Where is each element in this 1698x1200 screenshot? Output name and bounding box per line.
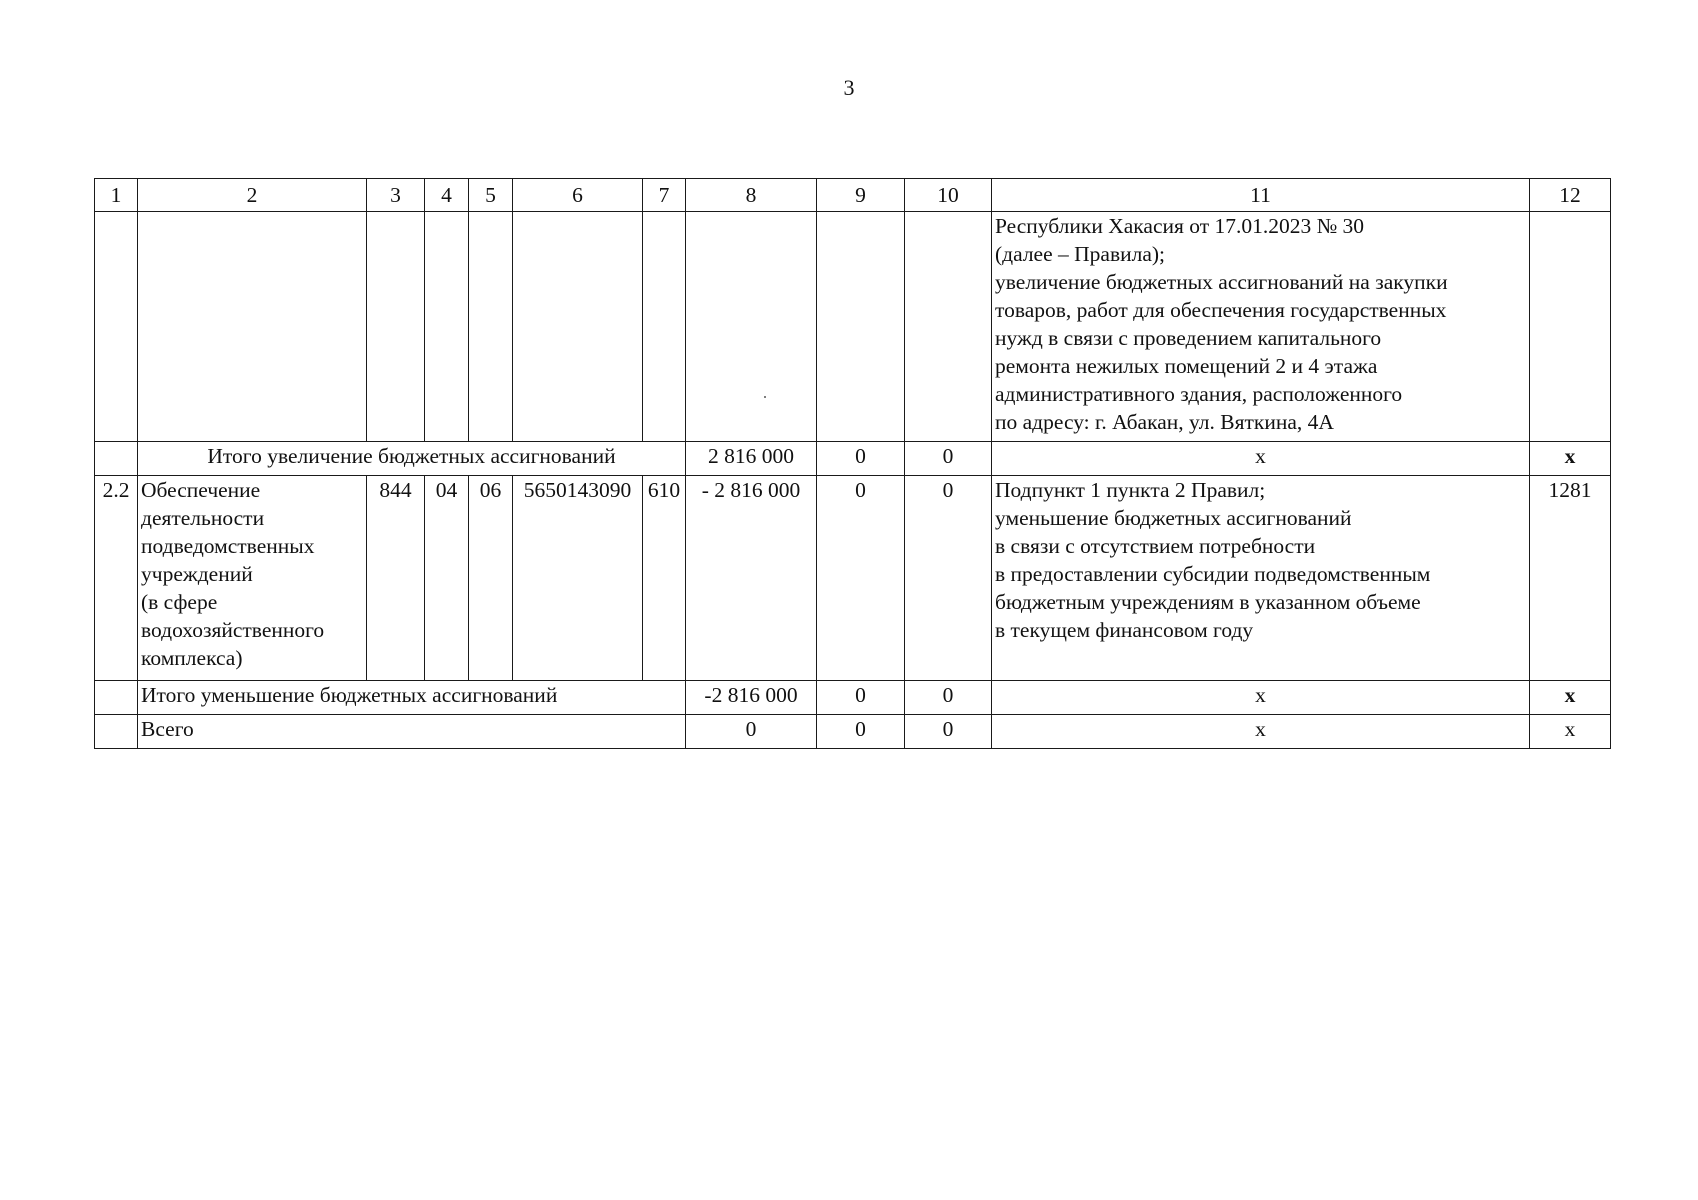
header-cell-8: 8 (686, 179, 817, 212)
row-col7: 610 (643, 476, 686, 681)
header-cell-11: 11 (992, 179, 1530, 212)
empty-cell (95, 715, 138, 749)
row-col5: 06 (469, 476, 513, 681)
row-col12: 1281 (1530, 476, 1611, 681)
row-col3: 844 (367, 476, 425, 681)
row-col8: - 2 816 000 (686, 476, 817, 681)
row-justification: Подпункт 1 пункта 2 Правил; уменьшение бюджетных ассигнований в связи с отсутствием потребности в предоставлении субсидии подведомственным бюджетным учреждениям в указанном объеме в текущем финансовом году (992, 476, 1530, 681)
header-cell-3: 3 (367, 179, 425, 212)
total-increase-col8: 2 816 000 (686, 442, 817, 476)
empty-cell (643, 212, 686, 442)
row-col10: 0 (905, 476, 992, 681)
page-number: 3 (843, 75, 855, 100)
total-decrease-col11: x (992, 681, 1530, 715)
empty-cell (425, 212, 469, 442)
justification-text: Республики Хакасия от 17.01.2023 № 30 (далее – Правила); увеличение бюджетных ассигнований на закупки товаров, работ для обеспечения государственных нужд в связи с проведением капитального ремонта нежилых помещений 2 и 4 этажа административного здания, расположенного по адресу: г. Абакан, ул. Вяткина, 4А (992, 212, 1530, 442)
grand-total-label: Всего (138, 715, 686, 749)
empty-cell (138, 212, 367, 442)
total-increase-row (95, 442, 1611, 476)
total-decrease-col12: x (1530, 681, 1611, 715)
grand-total-col11: x (992, 715, 1530, 749)
continuation-row (95, 212, 1611, 442)
row-number: 2.2 (95, 476, 138, 681)
total-decrease-row (95, 681, 1611, 715)
empty-cell (817, 212, 905, 442)
total-decrease-col9: 0 (817, 681, 905, 715)
total-increase-col11: x (992, 442, 1530, 476)
total-increase-col10: 0 (905, 442, 992, 476)
total-decrease-col10: 0 (905, 681, 992, 715)
row-col9: 0 (817, 476, 905, 681)
header-cell-7: 7 (643, 179, 686, 212)
header-row (95, 179, 1611, 212)
header-cell-1: 1 (95, 179, 138, 212)
empty-cell (1530, 212, 1611, 442)
grand-total-col12: x (1530, 715, 1611, 749)
grand-total-col9: 0 (817, 715, 905, 749)
empty-cell (905, 212, 992, 442)
header-cell-6: 6 (513, 179, 643, 212)
empty-cell (95, 681, 138, 715)
total-increase-label: Итого увеличение бюджетных ассигнований (138, 442, 686, 476)
header-cell-2: 2 (138, 179, 367, 212)
empty-cell (95, 442, 138, 476)
row-2-2 (95, 476, 1611, 681)
empty-cell (95, 212, 138, 442)
total-decrease-label: Итого уменьшение бюджетных ассигнований (138, 681, 686, 715)
header-cell-9: 9 (817, 179, 905, 212)
total-increase-col9: 0 (817, 442, 905, 476)
grand-total-col8: 0 (686, 715, 817, 749)
grand-total-row (95, 715, 1611, 749)
header-cell-4: 4 (425, 179, 469, 212)
empty-cell (686, 212, 817, 442)
row-description: Обеспечение деятельности подведомственных учреждений (в сфере водохозяйственного комплекса) (138, 476, 367, 681)
header-cell-10: 10 (905, 179, 992, 212)
empty-cell (469, 212, 513, 442)
header-cell-12: 12 (1530, 179, 1611, 212)
total-increase-col12: x (1530, 442, 1611, 476)
grand-total-col10: 0 (905, 715, 992, 749)
empty-cell (513, 212, 643, 442)
header-cell-5: 5 (469, 179, 513, 212)
empty-cell (367, 212, 425, 442)
total-decrease-col8: -2 816 000 (686, 681, 817, 715)
row-col6: 5650143090 (513, 476, 643, 681)
row-col4: 04 (425, 476, 469, 681)
budget-table (94, 178, 1611, 749)
